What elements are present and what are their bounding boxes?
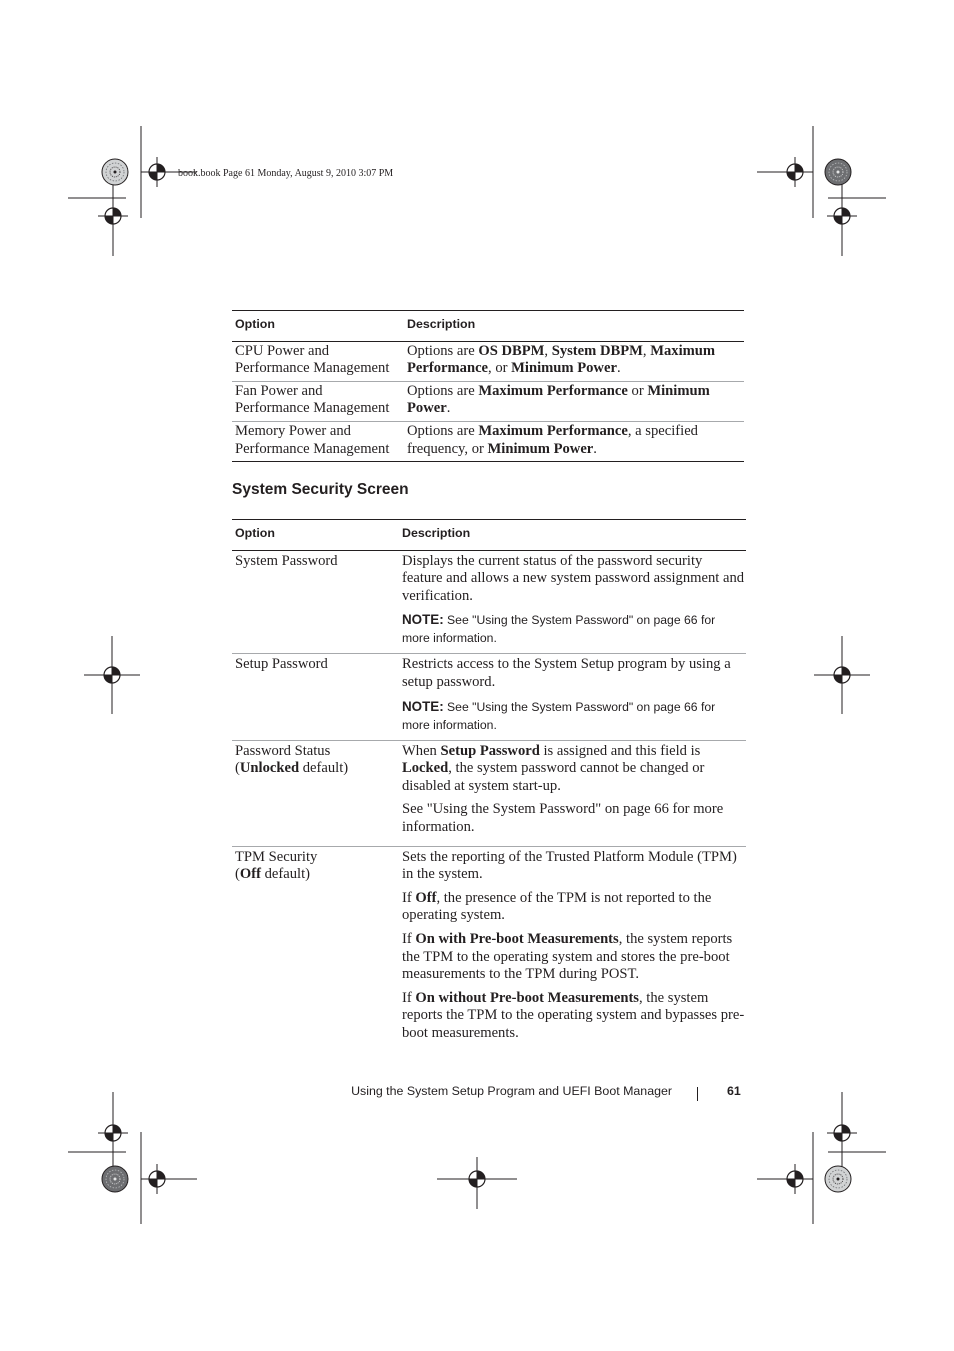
description-paragraph [402, 990, 746, 1043]
text-run: . [616, 360, 621, 377]
description-cell [404, 421, 744, 461]
text-run: default) [299, 760, 349, 777]
option-label: Memory Power and [235, 422, 351, 439]
section-heading: System Security Screen [232, 481, 409, 498]
option-cell [232, 341, 404, 381]
color-bar-icon [825, 1166, 851, 1192]
security-options-table [232, 519, 746, 1051]
note-paragraph [402, 698, 746, 734]
description-cell [399, 550, 746, 654]
text-run: When [402, 742, 441, 759]
table-row [232, 654, 746, 740]
option-cell [232, 846, 399, 1051]
text-run: Displays the current status of the password security feature and allows a new system password assignment and verification. [402, 552, 745, 604]
description-paragraph [402, 931, 746, 984]
text-run: default) [260, 866, 310, 883]
color-bar-icon [102, 1166, 128, 1192]
text-run: Restricts access to the System Setup program by using a setup password. [402, 656, 731, 690]
registration-mark-icon [827, 201, 857, 231]
text-run: See "Using the System Password" on page 66 for more information. [402, 699, 716, 732]
text-run: is assigned and this field is [539, 742, 701, 759]
text-run: Password Status [235, 742, 331, 759]
option-label: Fan Power and [235, 382, 323, 399]
power-options-table [232, 310, 744, 462]
text-run: See "Using the System Password" on page 66 for more information. [402, 801, 724, 835]
option-cell [232, 421, 404, 461]
table-row [232, 421, 744, 461]
running-footer-title: Using the System Setup Program and UEFI Boot Manager [351, 1084, 672, 1098]
description-cell [399, 846, 746, 1051]
registration-mark-icon [98, 201, 128, 231]
text-run: System Password [235, 552, 338, 569]
option-label [235, 849, 399, 867]
registration-mark-icon [827, 1118, 857, 1148]
bold-text: NOTE: [402, 698, 444, 714]
text-run: Sets the reporting of the Trusted Platform Module (TPM) in the system. [402, 848, 737, 883]
description-paragraph [402, 890, 746, 925]
bold-text: Setup Password [440, 742, 540, 759]
bold-text: On without Pre-boot Measurements [415, 989, 639, 1006]
text-run: or [627, 382, 648, 399]
text-run: See "Using the System Password" on page 66 for more information. [402, 613, 716, 646]
bold-text: Minimum Power [487, 440, 594, 457]
bold-text: Maximum Performance [478, 422, 628, 439]
bold-text: System DBPM [551, 342, 643, 359]
text-run: TPM Security [235, 848, 318, 865]
table-row [232, 740, 746, 846]
page-footer [0, 1084, 954, 1104]
text-run: ( [235, 760, 240, 777]
bold-text: OS DBPM [478, 342, 545, 359]
text-run: , the system password cannot be changed or disabled at system start-up. [402, 760, 705, 794]
bold-text: On with Pre-boot Measurements [415, 930, 619, 947]
text-run: , [642, 342, 651, 359]
color-bar-icon [102, 159, 128, 185]
text-run: , the presence of the TPM is not reported to the operating system. [402, 889, 712, 924]
print-slug: book.book Page 61 Monday, August 9, 2010 3:07 PM [178, 168, 394, 179]
bold-text: Maximum Performance [407, 342, 716, 377]
option-label: CPU Power and [235, 342, 330, 359]
description-cell [404, 381, 744, 421]
description-cell [399, 654, 746, 740]
option-label: Performance Management [235, 400, 390, 417]
text-run: If [402, 989, 416, 1006]
bold-text: Minimum Power [511, 360, 617, 377]
color-bar-icon [825, 159, 851, 185]
footer-divider [697, 1087, 698, 1101]
description-paragraph [402, 553, 746, 606]
description-paragraph [402, 849, 746, 884]
option-label [235, 760, 399, 778]
description-cell [404, 341, 744, 381]
option-cell [232, 654, 399, 740]
description-cell [399, 740, 746, 846]
option-label: Performance Management [235, 440, 390, 457]
bold-text: NOTE: [402, 612, 444, 628]
text-run: , or [488, 360, 512, 377]
bold-text: Unlocked [239, 760, 300, 777]
text-run: Options are [407, 382, 479, 399]
option-label [235, 743, 399, 761]
option-label [235, 553, 399, 571]
text-run: If [402, 889, 416, 906]
bold-text: Maximum Performance [478, 382, 628, 399]
text-run: ( [235, 866, 240, 883]
option-cell [232, 381, 404, 421]
table-row [232, 341, 744, 381]
text-run: . [593, 440, 597, 457]
column-header-option: Option [232, 520, 399, 551]
option-cell [232, 740, 399, 846]
description-paragraph [402, 656, 746, 691]
option-label [235, 866, 399, 884]
description-paragraph [402, 743, 746, 796]
text-run: Options are [407, 342, 479, 359]
bold-text: Off [415, 889, 437, 906]
text-run: . [446, 400, 451, 417]
text-run: , a specified frequency, or [407, 422, 698, 457]
registration-mark-icon [98, 1118, 128, 1148]
text-run: , the system reports the TPM to the operating system and stores the pre-boot measurements to the TPM during POST. [402, 930, 733, 983]
column-header-description: Description [399, 520, 746, 551]
option-cell [232, 550, 399, 654]
column-header-option: Option [232, 311, 404, 342]
bold-text: Minimum Power [407, 382, 710, 417]
bold-text: Locked [402, 760, 449, 777]
description-paragraph [402, 801, 746, 836]
note-paragraph [402, 611, 746, 647]
text-run: If [402, 930, 416, 947]
page-number: 61 [727, 1084, 741, 1098]
column-header-description: Description [404, 311, 744, 342]
bold-text: Off [239, 866, 261, 883]
table-row [232, 550, 746, 654]
text-run: , the system reports the TPM to the operating system and bypasses pre-boot measurements. [402, 989, 745, 1041]
option-label: Performance Management [235, 360, 390, 377]
table-row [232, 846, 746, 1051]
text-run: Options are [407, 422, 479, 439]
option-label [235, 656, 399, 674]
text-run: Setup Password [235, 656, 328, 673]
table-row [232, 381, 744, 421]
text-run: , [544, 342, 552, 359]
